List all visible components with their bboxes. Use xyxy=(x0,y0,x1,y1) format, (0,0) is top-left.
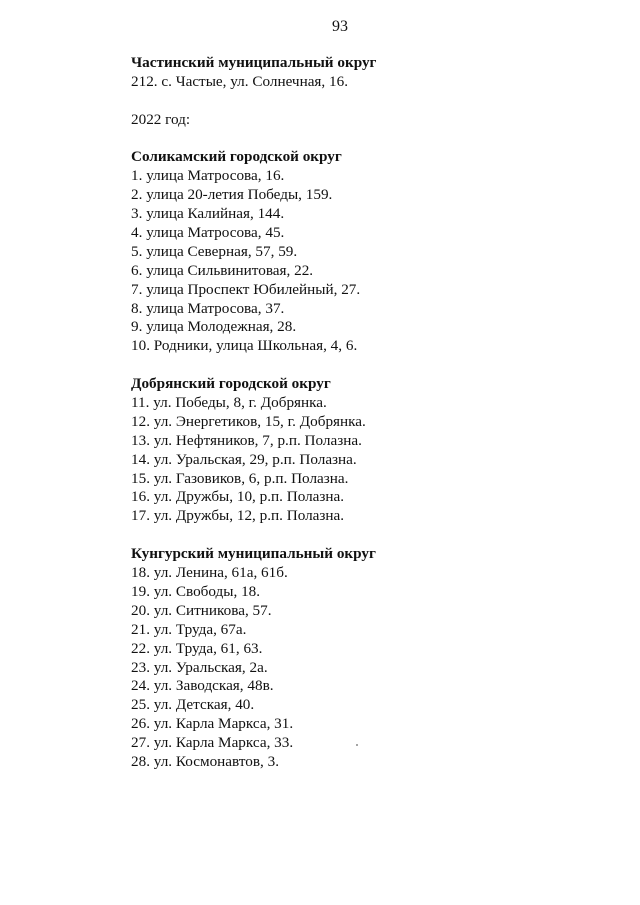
list-item: 25. ул. Детская, 40. xyxy=(131,696,255,714)
list-item: 22. ул. Труда, 61, 63. xyxy=(131,639,263,657)
list-item: 10. Родники, улица Школьная, 4, 6. xyxy=(131,337,358,355)
list-item: 17. ул. Дружбы, 12, р.п. Полазна. xyxy=(131,507,345,525)
document-body xyxy=(131,54,601,772)
list-item: 24. ул. Заводская, 48в. xyxy=(131,677,274,695)
section-heading-chastinsky: Частинский муниципальный округ xyxy=(131,54,377,71)
scan-speck xyxy=(356,744,358,746)
section-heading-solikamsky: Соликамский городской округ xyxy=(131,148,342,166)
list-item: 20. ул. Ситникова, 57. xyxy=(131,601,272,619)
list-item: 6. улица Сильвинитовая, 22. xyxy=(131,261,314,279)
list-item: 12. ул. Энергетиков, 15, г. Добрянка. xyxy=(131,412,366,430)
list-item: 15. ул. Газовиков, 6, р.п. Полазна. xyxy=(131,469,349,487)
list-item: 28. ул. Космонавтов, 3. xyxy=(131,752,280,770)
list-item: 212. с. Частые, ул. Солнечная, 16. xyxy=(131,72,348,90)
list-item: 2. улица 20-летия Победы, 159. xyxy=(131,186,333,204)
list-item: 18. ул. Ленина, 61а, 61б. xyxy=(131,564,288,582)
spacer xyxy=(131,356,601,375)
list-item: 16. ул. Дружбы, 10, р.п. Полазна. xyxy=(131,488,345,506)
list-item: 21. ул. Труда, 67а. xyxy=(131,620,247,638)
list-item: 3. улица Калийная, 144. xyxy=(131,205,285,223)
year-label: 2022 год: xyxy=(131,110,191,128)
list-item: 7. улица Проспект Юбилейный, 27. xyxy=(131,280,361,298)
list-item: 4. улица Матросова, 45. xyxy=(131,224,285,242)
list-item: 5. улица Северная, 57, 59. xyxy=(131,242,298,260)
list-item: 23. ул. Уральская, 2а. xyxy=(131,658,268,676)
spacer xyxy=(131,526,601,545)
list-item: 26. ул. Карла Маркса, 31. xyxy=(131,715,294,733)
list-item: 27. ул. Карла Маркса, 33. xyxy=(131,734,294,752)
list-item: 11. ул. Победы, 8, г. Добрянка. xyxy=(131,394,327,412)
list-item: 13. ул. Нефтяников, 7, р.п. Полазна. xyxy=(131,431,362,449)
list-item: 14. ул. Уральская, 29, р.п. Полазна. xyxy=(131,450,357,468)
list-item: 8. улица Матросова, 37. xyxy=(131,299,285,317)
list-item: 9. улица Молодежная, 28. xyxy=(131,318,297,336)
list-item: 19. ул. Свободы, 18. xyxy=(131,582,261,600)
section-heading-kungursky: Кунгурский муниципальный округ xyxy=(131,545,376,563)
list-item: 1. улица Матросова, 16. xyxy=(131,167,285,185)
spacer xyxy=(131,130,601,149)
page-number: 93 xyxy=(332,18,348,35)
spacer xyxy=(131,92,601,111)
section-heading-dobryansky: Добрянский городской округ xyxy=(131,375,331,393)
